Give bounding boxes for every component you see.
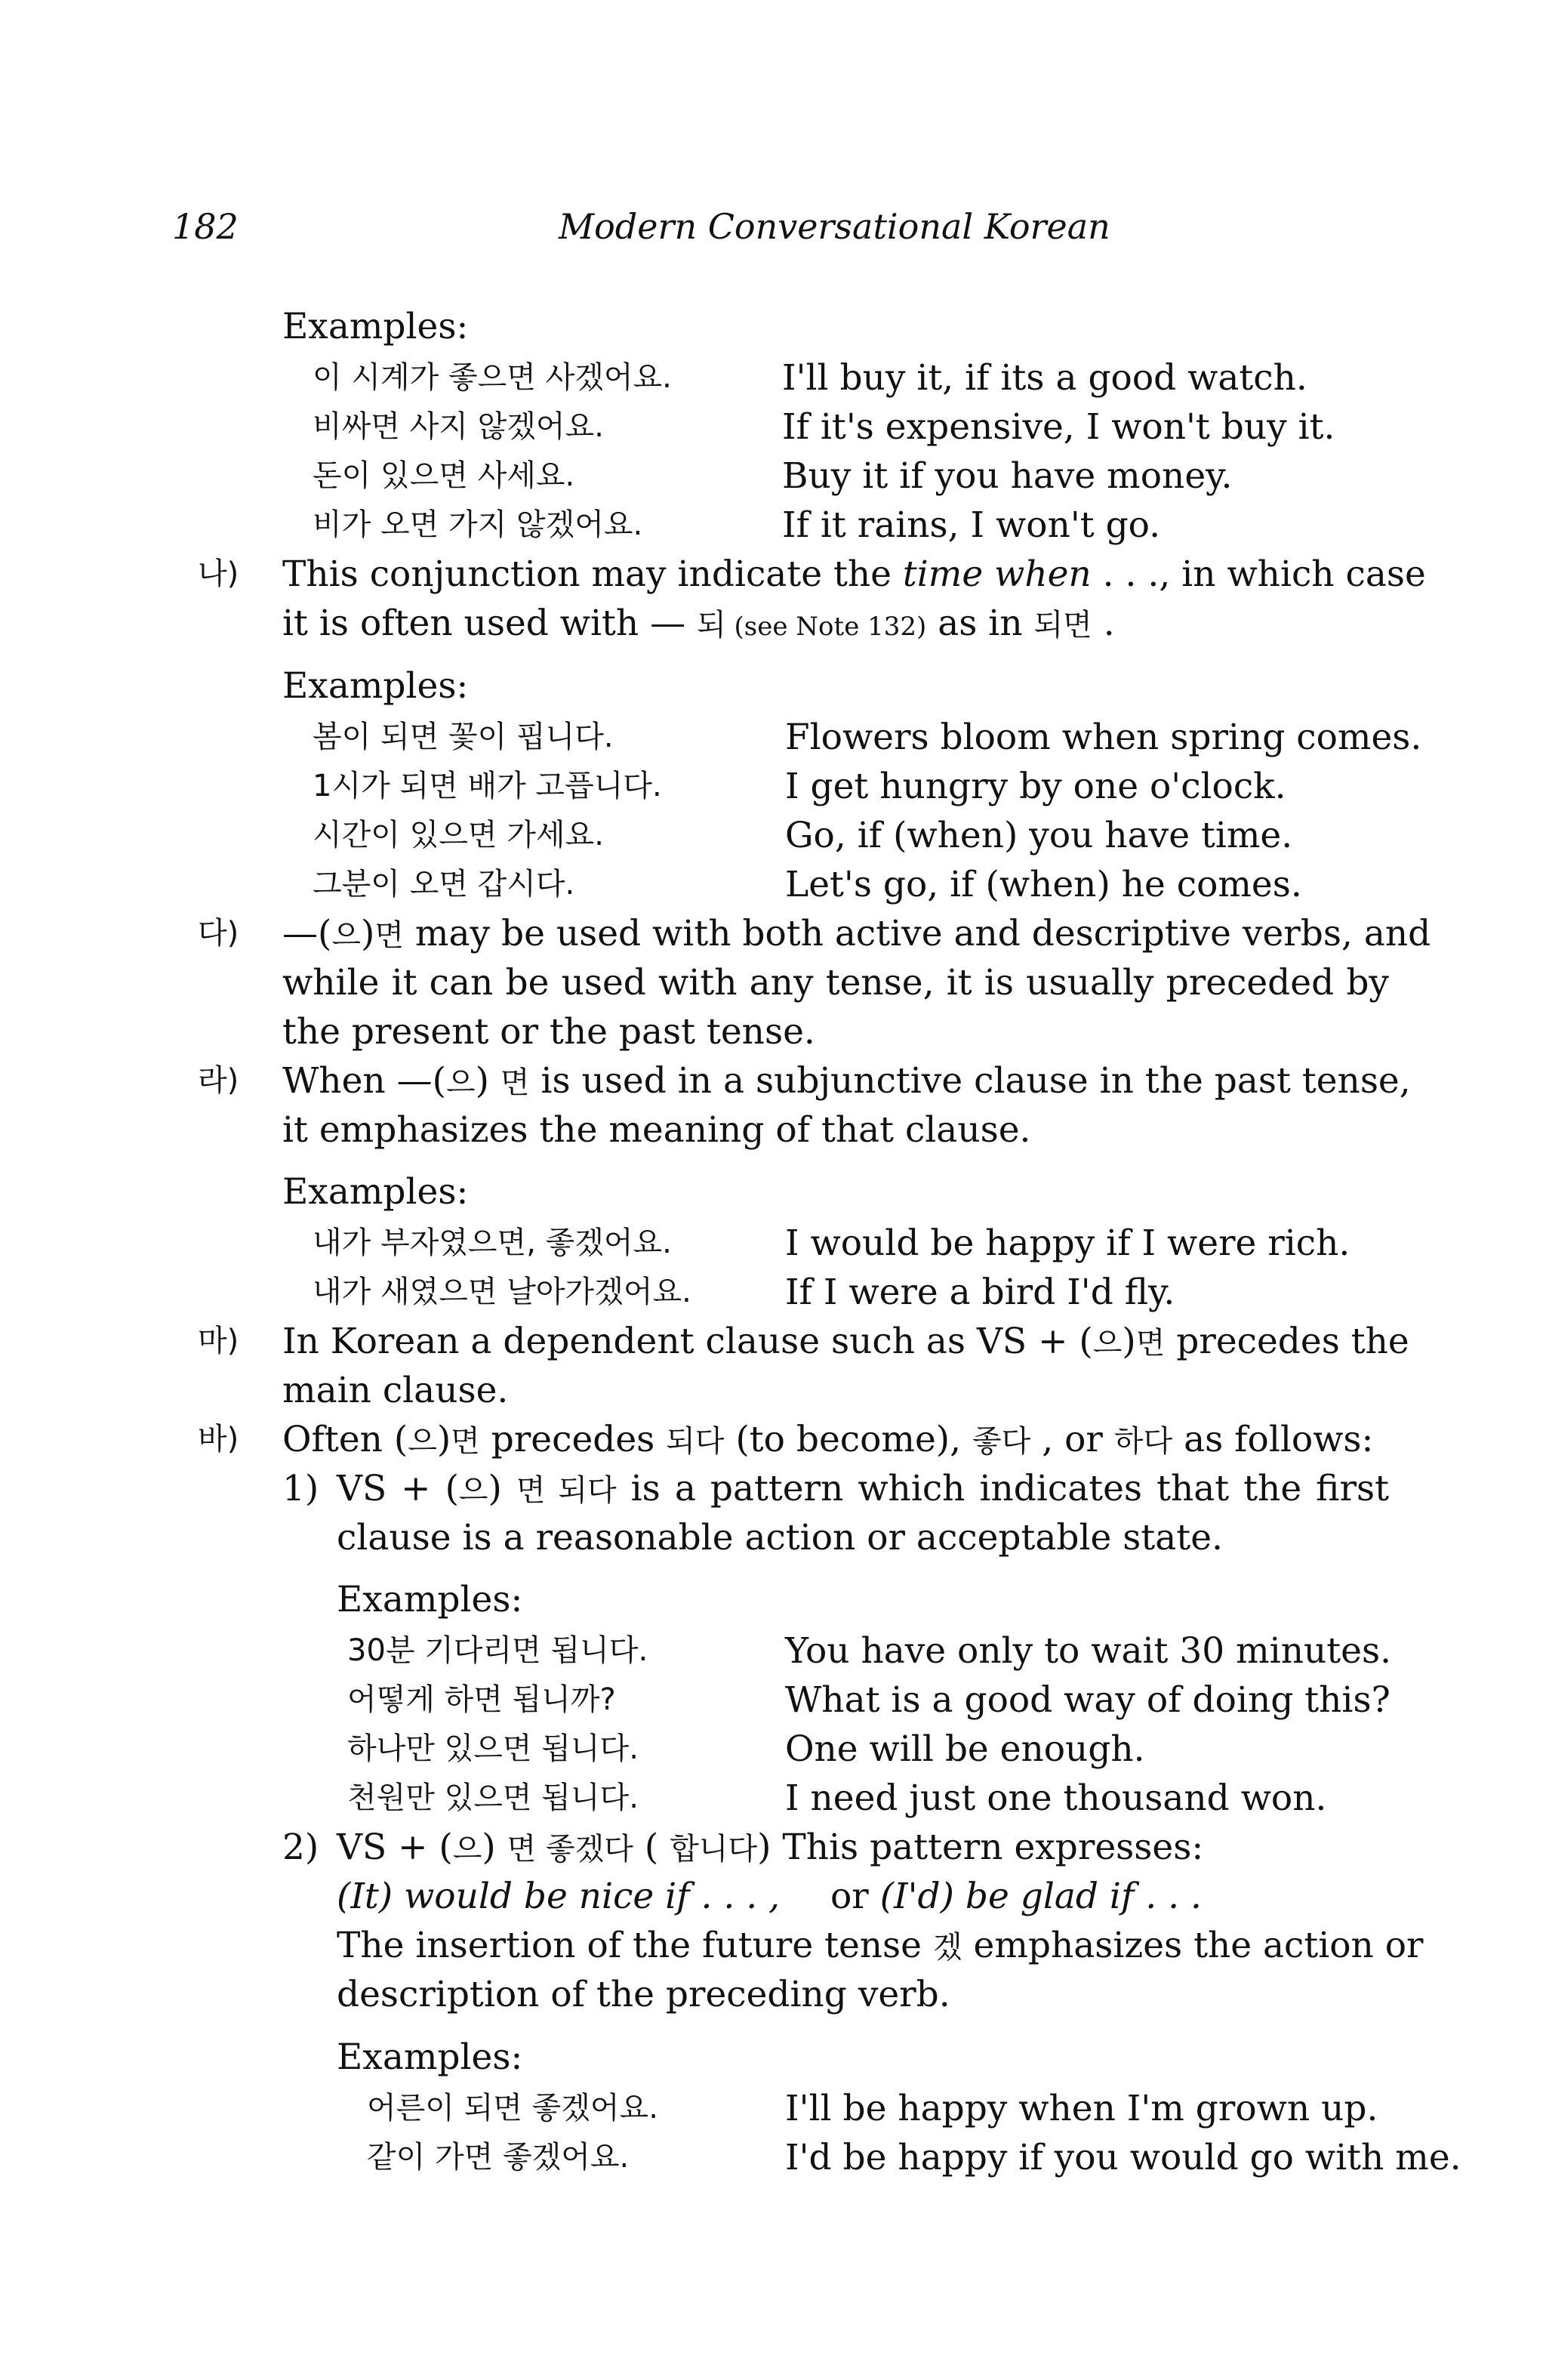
- paragraph-line: main clause.: [282, 1370, 509, 1411]
- english-translation: I'll buy it, if its a good watch.: [782, 357, 1307, 399]
- english-translation: If it's expensive, I won't buy it.: [782, 406, 1335, 448]
- korean-example: 이 시계가 좋으면 사겠어요.: [313, 360, 672, 395]
- examples-heading: Examples:: [282, 1171, 469, 1213]
- korean-example: 하나만 있으면 됩니다.: [347, 1731, 639, 1766]
- korean-example: 내가 새였으면 날아가겠어요.: [313, 1275, 691, 1309]
- paragraph-line: VS + (으) 면 좋겠다 ( 합니다) This pattern expresses:: [337, 1827, 1204, 1868]
- paragraph-line: VS + (으) 면 되다 is a pattern which indicates that the first: [337, 1468, 1389, 1509]
- paragraph-line: description of the preceding verb.: [337, 1974, 950, 2015]
- running-title: Modern Conversational Korean: [559, 206, 1110, 247]
- english-translation: I'd be happy if you would go with me.: [785, 2137, 1461, 2178]
- korean-example: 그분이 오면 갑시다.: [313, 867, 575, 902]
- korean-example: 비가 오면 가지 않겠어요.: [313, 507, 643, 542]
- examples-heading: Examples:: [282, 665, 469, 707]
- korean-example: 어른이 되면 좋겠어요.: [367, 2091, 658, 2126]
- section-label: 바): [198, 1422, 239, 1457]
- paragraph-line: it emphasizes the meaning of that clause.: [282, 1109, 1031, 1151]
- english-translation: I need just one thousand won.: [785, 1777, 1327, 1819]
- english-translation: Flowers bloom when spring comes.: [785, 717, 1422, 758]
- paragraph-line: When —(으) 면 is used in a subjunctive clause in the past tense,: [282, 1060, 1411, 1102]
- examples-heading: Examples:: [282, 306, 469, 347]
- english-translation: If it rains, I won't go.: [782, 504, 1161, 546]
- paragraph-line: the present or the past tense.: [282, 1011, 815, 1053]
- paragraph-line: or (I'd) be glad if . . .: [830, 1876, 1202, 1917]
- english-translation: One will be enough.: [785, 1728, 1145, 1770]
- english-translation: Let's go, if (when) he comes.: [785, 864, 1302, 905]
- paragraph-line: —(으)면 may be used with both active and descriptive verbs, and: [282, 913, 1431, 954]
- korean-example: 봄이 되면 꽃이 핍니다.: [313, 720, 614, 754]
- english-translation: I'll be happy when I'm grown up.: [785, 2088, 1378, 2129]
- english-translation: I would be happy if I were rich.: [785, 1222, 1350, 1264]
- paragraph-line: (It) would be nice if . . . ,: [337, 1876, 781, 1917]
- section-label: 나): [198, 556, 239, 591]
- examples-heading: Examples:: [337, 2036, 523, 2078]
- english-translation: Go, if (when) you have time.: [785, 815, 1293, 856]
- english-translation: What is a good way of doing this?: [785, 1679, 1390, 1721]
- korean-example: 어떻게 하면 됩니까?: [347, 1682, 616, 1717]
- english-translation: I get hungry by one o'clock.: [785, 766, 1286, 807]
- korean-example: 30분 기다리면 됩니다.: [347, 1633, 648, 1668]
- english-translation: You have only to wait 30 minutes.: [785, 1630, 1392, 1672]
- section-label: 다): [198, 916, 239, 951]
- korean-example: 내가 부자였으면, 좋겠어요.: [313, 1225, 672, 1260]
- english-translation: If I were a bird I'd fly.: [785, 1272, 1175, 1313]
- paragraph-line: clause is a reasonable action or acceptable state.: [337, 1517, 1223, 1558]
- page-number: 182: [172, 206, 239, 247]
- paragraph-line: This conjunction may indicate the time when . . ., in which case: [282, 553, 1426, 595]
- paragraph-line: The insertion of the future tense 겠 emphasizes the action or: [337, 1925, 1424, 1966]
- english-translation: Buy it if you have money.: [782, 455, 1233, 497]
- korean-example: 1시가 되면 배가 고픕니다.: [313, 769, 662, 803]
- paragraph-line: In Korean a dependent clause such as VS + (으)면 precedes the: [282, 1321, 1409, 1362]
- korean-example: 시간이 있으면 가세요.: [313, 818, 604, 852]
- paragraph-line: Often (으)면 precedes 되다 (to become), 좋다 , or 하다 as follows:: [282, 1419, 1374, 1460]
- korean-example: 돈이 있으면 사세요.: [313, 458, 575, 493]
- section-label: 라): [198, 1063, 239, 1098]
- korean-example: 같이 가면 좋겠어요.: [367, 2140, 630, 2175]
- korean-example: 비싸면 사지 않겠어요.: [313, 409, 604, 444]
- paragraph-line: it is often used with — 되 (see Note 132) as in 되면 .: [282, 603, 1115, 644]
- item-number: 2): [282, 1827, 319, 1868]
- section-label: 마): [198, 1324, 239, 1358]
- paragraph-line: while it can be used with any tense, it is usually preceded by: [282, 962, 1389, 1003]
- item-number: 1): [282, 1468, 319, 1509]
- korean-example: 천원만 있으면 됩니다.: [347, 1780, 639, 1815]
- examples-heading: Examples:: [337, 1579, 523, 1620]
